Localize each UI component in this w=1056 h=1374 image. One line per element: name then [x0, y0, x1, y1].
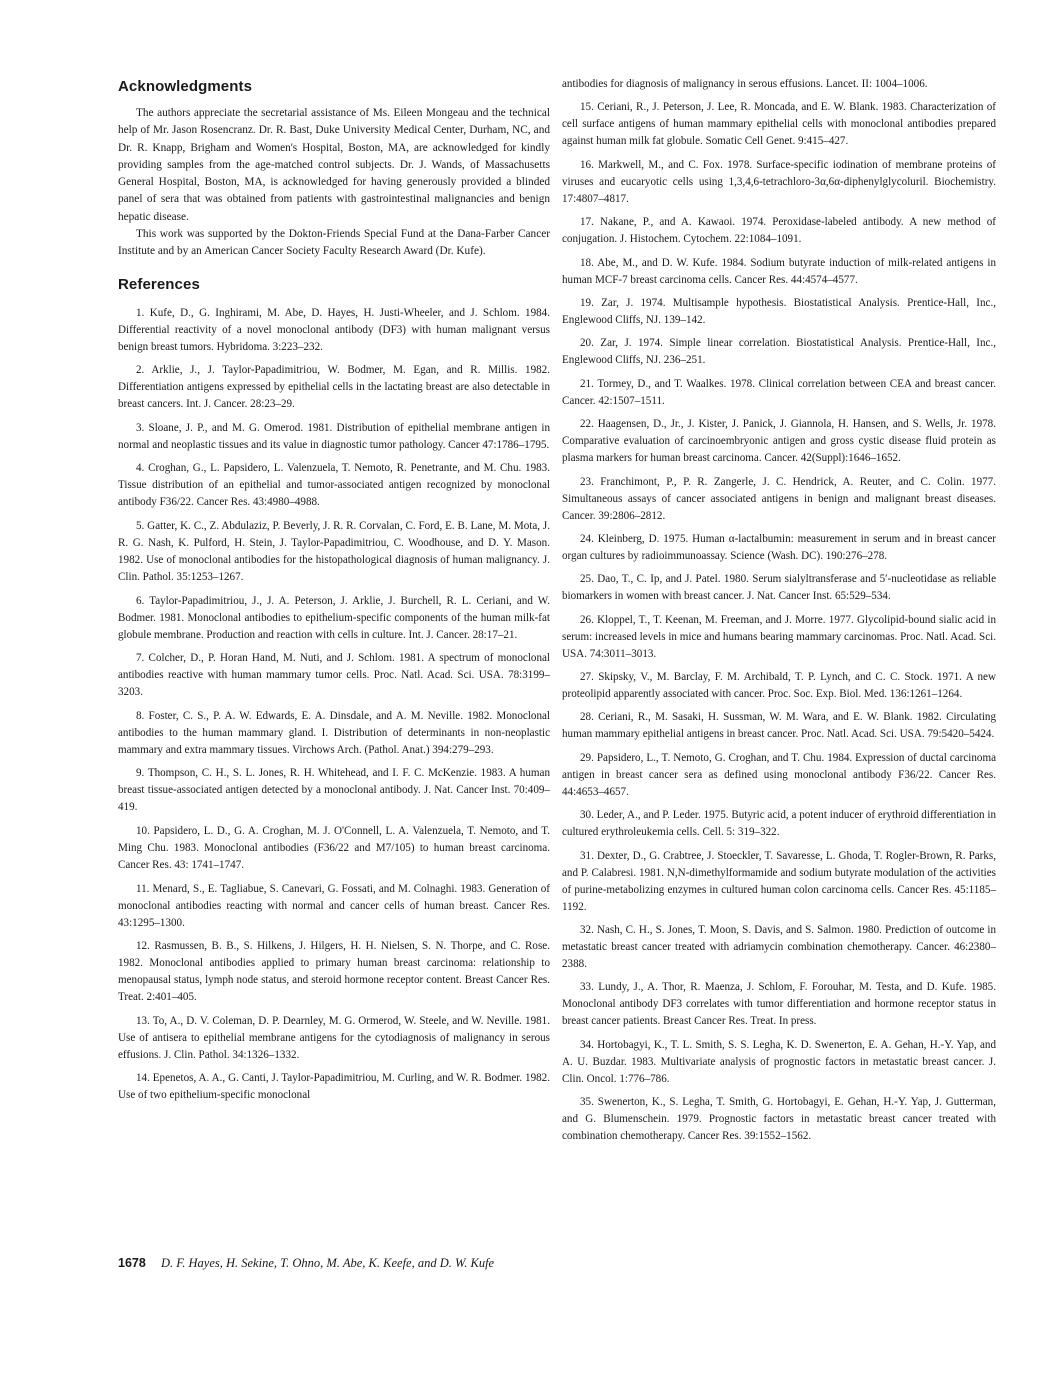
- reference-item: 14. Epenetos, A. A., G. Canti, J. Taylor-Papadimitriou, M. Curling, and W. R. Bodmer. 1982. Use of two epithelium-specific monoclonal: [118, 1072, 550, 1102]
- reference-item: 8. Foster, C. S., P. A. W. Edwards, E. A. Dinsdale, and A. M. Neville. 1982. Monoclonal antibodies to the human mammary gland. I. Distribution of determinants in non-neoplastic mammary and extra mammary tissues. Virchows Arch. (Pathol. Anat.) 394:279–293.: [118, 709, 550, 756]
- reference-item: 15. Ceriani, R., J. Peterson, J. Lee, R. Moncada, and E. W. Blank. 1983. Characterization of cell surface antigens of human mammary epithelial cells with monoclonal antibodies prepared against human milk fat globule. Somatic Cell Genet. 9:415–427.: [562, 101, 996, 148]
- acknowledgments-heading: Acknowledgments: [118, 78, 253, 95]
- reference-item: 33. Lundy, J., A. Thor, R. Maenza, J. Schlom, F. Forouhar, M. Testa, and D. Kufe. 1985. Monoclonal antibody DF3 correlates with tumor differentiation and hormone receptor status in breast cancer patients. Breast Cancer Res. Treat. In press.: [562, 981, 996, 1028]
- reference-item: 1. Kufe, D., G. Inghirami, M. Abe, D. Hayes, H. Justi-Wheeler, and J. Schlom. 1984. Differential reactivity of a novel monoclonal antibody (DF3) with human malignant versus benign breast tumors. Hybridoma. 3:223–232.: [118, 306, 550, 353]
- reference-item: 10. Papsidero, L. D., G. A. Croghan, M. J. O'Connell, L. A. Valenzuela, T. Nemoto, and T. Ming Chu. 1983. Monoclonal antibodies (F36/22 and M7/105) to human breast carcinoma. Cancer Res. 43: 1741–1747.: [118, 825, 550, 872]
- acknowledgments-paragraph: The authors appreciate the secretarial assistance of Ms. Eileen Mongeau and the technical help of Mr. Jason Rosencranz. Dr. R. Bast, Duke University Medical Center, Durham, NC, and Dr. R. Knapp, Brigham and Women's Hospital, Boston, MA, are acknowledged for kindly providing samples from the age-matched control subjects. Dr. J. Wands, of Massachusetts General Hospital, Boston, MA, is acknowledged for having generously provided a blinded panel of sera that was obtained from patients with gastrointestinal malignancies and benign hepatic disease.: [118, 107, 550, 223]
- reference-item: 11. Menard, S., E. Tagliabue, S. Canevari, G. Fossati, and M. Colnaghi. 1983. Generation of monoclonal antibodies reacting with normal and cancer cells of human breast. Cancer Res. 43:1295–1300.: [118, 882, 550, 929]
- reference-item: 13. To, A., D. V. Coleman, D. P. Dearnley, M. G. Ormerod, W. Steele, and W. Neville. 1981. Use of antisera to epithelial membrane antigens for the cytodiagnosis of malignancy in serous effusions. J. Clin. Pathol. 34:1326–1332.: [118, 1014, 550, 1061]
- running-authors: D. F. Hayes, H. Sekine, T. Ohno, M. Abe, K. Keefe, and D. W. Kufe: [160, 1256, 495, 1270]
- reference-item: 22. Haagensen, D., Jr., J. Kister, J. Panick, J. Giannola, H. Hansen, and S. Wells, Jr. 1978. Comparative evaluation of carcinoembryonic antigen and gross cystic disease fluid protein as plasma markers for human breast carcinoma. Cancer. 42(Suppl):1646–1652.: [562, 418, 996, 465]
- right-column: [562, 76, 996, 1152]
- reference-item: 17. Nakane, P., and A. Kawaoi. 1974. Peroxidase-labeled antibody. A new method of conjugation. J. Histochem. Cytochem. 22:1084–1091.: [562, 216, 996, 246]
- reference-item: 2. Arklie, J., J. Taylor-Papadimitriou, W. Bodmer, M. Egan, and R. Millis. 1982. Differentiation antigens expressed by epithelial cells in the lactating breast are also detectable in breast cancers. Int. J. Cancer. 28:23–29.: [118, 364, 550, 411]
- reference-item: 20. Zar, J. 1974. Simple linear correlation. Biostatistical Analysis. Prentice-Hall, Inc., Englewood Cliffs, NJ. 236–251.: [562, 337, 996, 367]
- reference-item: 6. Taylor-Papadimitriou, J., J. A. Peterson, J. Arklie, J. Burchell, R. L. Ceriani, and W. Bodmer. 1981. Monoclonal antibodies to epithelium-specific components of the human milk-fat globule membrane. Production and reaction with cells in culture. Int. J. Cancer. 28:17–21.: [118, 594, 550, 641]
- page-number: 1678: [118, 1256, 146, 1270]
- reference-item: 24. Kleinberg, D. 1975. Human α-lactalbumin: measurement in serum and in breast cancer organ cultures by radioimmunoassay. Science (Wash. DC). 190:276–278.: [562, 532, 996, 562]
- reference-item: 29. Papsidero, L., T. Nemoto, G. Croghan, and T. Chu. 1984. Expression of ductal carcinoma antigen in breast cancer sera as defined using monoclonal antibody F36/22. Cancer Res. 44:4653–4657.: [562, 751, 996, 798]
- reference-item: 18. Abe, M., and D. W. Kufe. 1984. Sodium butyrate induction of milk-related antigens in human MCF-7 breast carcinoma cells. Cancer Res. 44:4574–4577.: [562, 256, 996, 286]
- funding-paragraph: This work was supported by the Dokton-Friends Special Fund at the Dana-Farber Cancer Institute and by an American Cancer Society Faculty Research Award (Dr. Kufe).: [118, 228, 550, 258]
- reference-item: 7. Colcher, D., P. Horan Hand, M. Nuti, and J. Schlom. 1981. A spectrum of monoclonal antibodies reactive with human mammary tumor cells. Proc. Natl. Acad. Sci. USA. 78:3199–3203.: [118, 652, 550, 699]
- reference-item: 19. Zar, J. 1974. Multisample hypothesis. Biostatistical Analysis. Prentice-Hall, Inc., Englewood Cliffs, NJ. 139–142.: [562, 296, 996, 326]
- reference-item: 3. Sloane, J. P., and M. G. Omerod. 1981. Distribution of epithelial membrane antigen in normal and neoplastic tissues and its value in diagnostic tumor pathology. Cancer 47:1786–1795.: [118, 421, 550, 451]
- reference-item: 5. Gatter, K. C., Z. Abdulaziz, P. Beverly, J. R. R. Corvalan, C. Ford, E. B. Lane, M. Mota, J. R. G. Nash, K. Pulford, H. Stein, J. Taylor-Papadimitriou, C. Woodhouse, and D. Y. Mason. 1982. Use of monoclonal antibodies for the histopathological diagnosis of human malignancy. J. Clin. Pathol. 35:1253–1267.: [118, 520, 550, 584]
- reference-list-left: [118, 305, 550, 1105]
- left-column: [118, 78, 550, 1111]
- reference-item: 16. Markwell, M., and C. Fox. 1978. Surface-specific iodination of membrane proteins of viruses and eucaryotic cells using 1,3,4,6-tetrachloro-3α,6α-diphenylglycoluril. Biochemistry. 17:4807–4817.: [562, 158, 996, 205]
- reference-item: 30. Leder, A., and P. Leder. 1975. Butyric acid, a potent inducer of erythroid differentiation in cultured erythroleukemia cells. Cell. 5: 319–322.: [562, 809, 996, 839]
- references-heading: References: [118, 275, 200, 293]
- reference-item: 26. Kloppel, T., T. Keenan, M. Freeman, and J. Morre. 1977. Glycolipid-bound sialic acid in serum: increased levels in mice and humans bearing mammary carcinomas. Proc. Natl. Acad. Sci. USA. 74:3011–3013.: [562, 613, 996, 660]
- reference-item: 28. Ceriani, R., M. Sasaki, H. Sussman, W. M. Wara, and E. W. Blank. 1982. Circulating human mammary epithelial antigens in breast cancer. Proc. Natl. Acad. Sci. USA. 79:5420–5424.: [562, 711, 996, 741]
- reference-item: 25. Dao, T., C. Ip, and J. Patel. 1980. Serum sialyltransferase and 5′-nucleotidase as reliable biomarkers in women with breast cancer. J. Nat. Cancer Inst. 65:529–534.: [562, 573, 996, 603]
- reference-item: 35. Swenerton, K., S. Legha, T. Smith, G. Hortobagyi, E. Gehan, H.-Y. Yap, J. Gutterman, and G. Blumenschein. 1979. Prognostic factors in metastatic breast cancer treated with combination chemotherapy. Cancer Res. 39:1552–1562.: [562, 1096, 996, 1143]
- reference-continuation: antibodies for diagnosis of malignancy in serous effusions. Lancet. II: 1004–1006.: [562, 78, 928, 90]
- reference-item: 31. Dexter, D., G. Crabtree, J. Stoeckler, T. Savaresse, L. Ghoda, T. Rogler-Brown, R. Parks, and P. Calabresi. 1981. N,N-dimethylformamide and sodium butyrate modulation of the activities of purine-metabolizing enzymes in cultured human colon carcinoma cells. Cancer Res. 45:1185–1192.: [562, 849, 996, 913]
- reference-item: 27. Skipsky, V., M. Barclay, F. M. Archibald, T. P. Lynch, and C. C. Stock. 1971. A new proteolipid apparently associated with cancer. Proc. Soc. Exp. Biol. Med. 136:1261–1264.: [562, 671, 996, 701]
- reference-item: 21. Tormey, D., and T. Waalkes. 1978. Clinical correlation between CEA and breast cancer. Cancer. 42:1507–1511.: [562, 377, 996, 407]
- page-footer: [118, 1256, 494, 1271]
- reference-item: 4. Croghan, G., L. Papsidero, L. Valenzuela, T. Nemoto, R. Penetrante, and M. Chu. 1983. Tissue distribution of an epithelial and tumor-associated antigen recognized by monoclonal antibody F36/22. Cancer Res. 43:4980–4988.: [118, 462, 550, 509]
- reference-item: 32. Nash, C. H., S. Jones, T. Moon, S. Davis, and S. Salmon. 1980. Prediction of outcome in metastatic breast cancer treated with adriamycin combination chemotherapy. Cancer. 46:2380–2388.: [562, 924, 996, 971]
- reference-item: 34. Hortobagyi, K., T. L. Smith, S. S. Legha, K. D. Swenerton, E. A. Gehan, H.-Y. Yap, and A. U. Buzdar. 1983. Multivariate analysis of prognostic factors in metastatic breast cancer. J. Clin. Oncol. 1:776–786.: [562, 1038, 996, 1085]
- reference-item: 23. Franchimont, P., P. R. Zangerle, J. C. Hendrick, A. Reuter, and C. Colin. 1977. Simultaneous assays of cancer associated antigens in benign and malignant breast diseases. Cancer. 39:2806–2812.: [562, 475, 996, 522]
- reference-item: 12. Rasmussen, B. B., S. Hilkens, J. Hilgers, H. H. Nielsen, S. N. Thorpe, and C. Rose. 1982. Monoclonal antibodies applied to primary human breast carcinoma: relationship to menopausal status, lymph node status, and steroid hormone receptor content. Breast Cancer Res. Treat. 2:401–405.: [118, 940, 550, 1004]
- reference-item: 9. Thompson, C. H., S. L. Jones, R. H. Whitehead, and I. F. C. McKenzie. 1983. A human breast tissue-associated antigen detected by a monoclonal antibody. J. Nat. Cancer Inst. 70:409–419.: [118, 767, 550, 814]
- reference-list-right: [562, 76, 996, 1145]
